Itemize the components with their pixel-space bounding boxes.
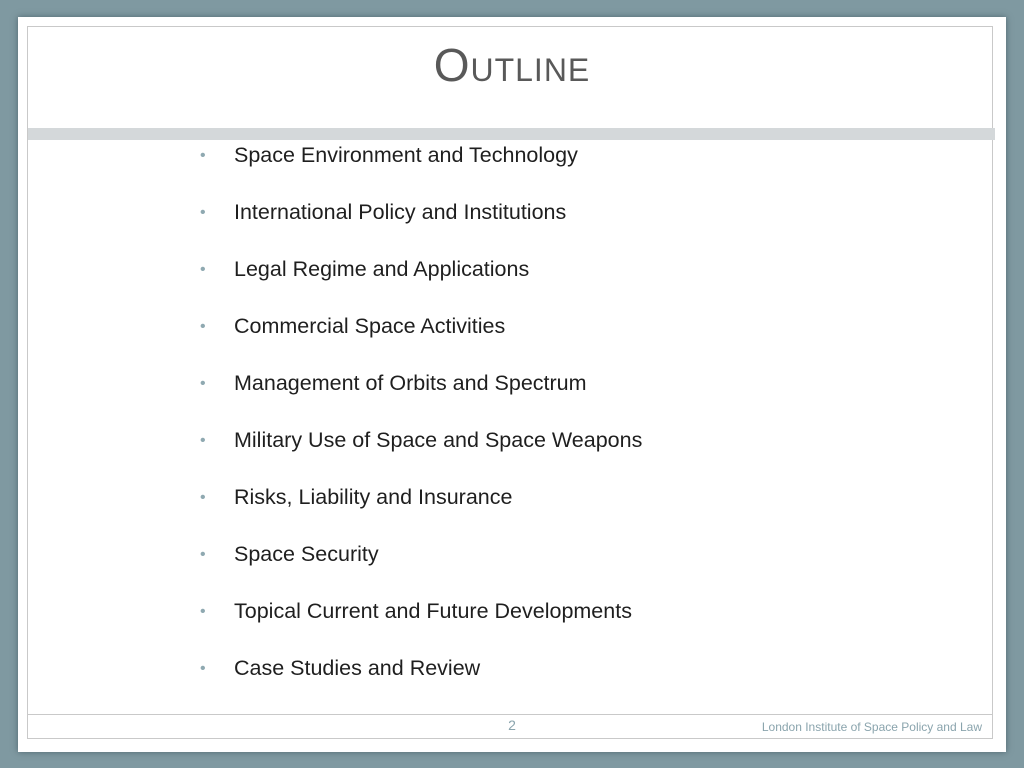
bullet-item <box>200 298 642 355</box>
bullet-item <box>200 526 642 583</box>
bullet-text: Commercial Space Activities <box>234 314 506 338</box>
bullet-text: Space Security <box>234 542 379 566</box>
footer-divider <box>28 714 993 715</box>
bullet-icon: • <box>200 431 206 449</box>
bullet-text: Space Environment and Technology <box>234 143 578 167</box>
bullet-list <box>200 127 642 697</box>
bullet-item <box>200 412 642 469</box>
bullet-item <box>200 583 642 640</box>
slide-title: Outline <box>433 39 591 91</box>
bullet-icon: • <box>200 488 206 506</box>
bullet-icon: • <box>200 374 206 392</box>
bullet-item <box>200 184 642 241</box>
bullet-text: Management of Orbits and Spectrum <box>234 371 587 395</box>
bullet-text: Risks, Liability and Insurance <box>234 485 513 509</box>
bullet-item <box>200 127 642 184</box>
bullet-text: Military Use of Space and Space Weapons <box>234 428 643 452</box>
bullet-icon: • <box>200 317 206 335</box>
bullet-text: Case Studies and Review <box>234 656 481 680</box>
bullet-icon: • <box>200 203 206 221</box>
bullet-icon: • <box>200 545 206 563</box>
bullet-icon: • <box>200 602 206 620</box>
slide <box>18 17 1006 752</box>
bullet-text: Legal Regime and Applications <box>234 257 530 281</box>
bullet-item <box>200 241 642 298</box>
bullet-icon: • <box>200 146 206 164</box>
bullet-icon: • <box>200 260 206 278</box>
bullet-item <box>200 469 642 526</box>
bullet-text: International Policy and Institutions <box>234 200 567 224</box>
page-number: 2 <box>508 717 516 733</box>
bullet-icon: • <box>200 659 206 677</box>
bullet-text: Topical Current and Future Developments <box>234 599 632 623</box>
bullet-item <box>200 640 642 697</box>
footer-institution: London Institute of Space Policy and Law <box>761 720 982 734</box>
bullet-item <box>200 355 642 412</box>
